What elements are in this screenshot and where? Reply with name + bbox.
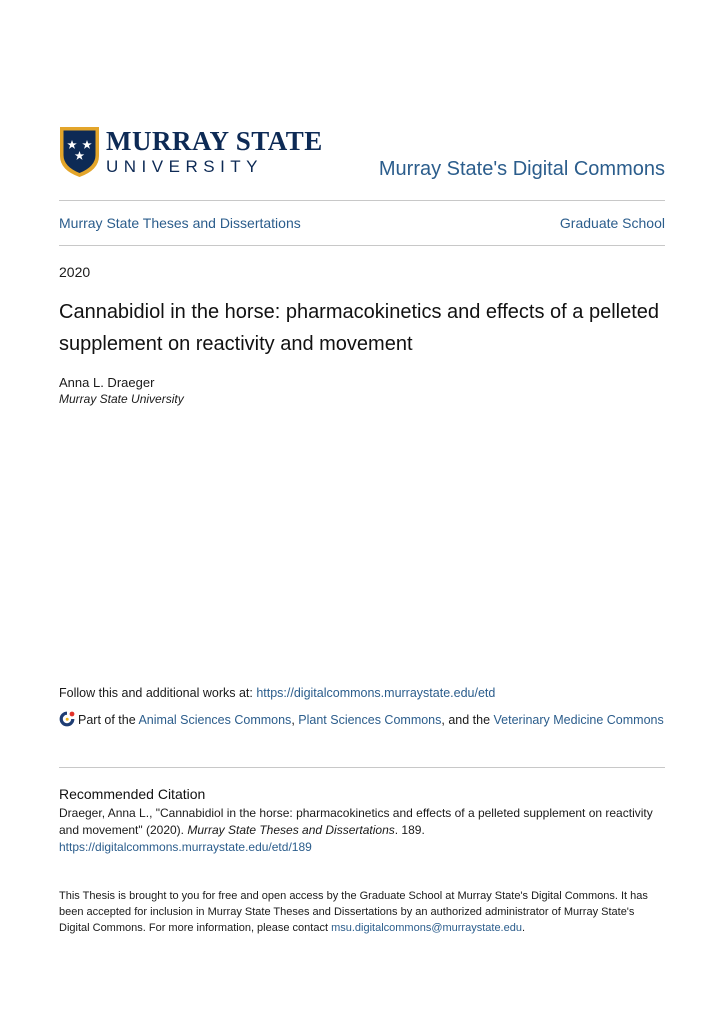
follow-line [59, 686, 495, 700]
part-of-separator: , [291, 713, 299, 727]
citation-number: . 189. [394, 823, 425, 837]
part-of-separator: , and the [441, 713, 494, 727]
access-statement [59, 888, 665, 936]
veterinary-medicine-link[interactable]: Veterinary Medicine Commons [493, 713, 664, 727]
animal-sciences-link[interactable]: Animal Sciences Commons [138, 713, 292, 727]
university-logo[interactable] [106, 126, 323, 177]
series-link[interactable]: Murray State Theses and Dissertations [59, 215, 301, 231]
citation-text [59, 805, 665, 856]
divider [59, 767, 665, 768]
document-title: Cannabidiol in the horse: pharmacokinetics and effects of a pelleted supplement on reactivity and movement [59, 301, 660, 355]
divider [59, 200, 665, 201]
shield-logo-icon [59, 126, 100, 178]
divider [59, 245, 665, 246]
logo-main-text: MURRAY STATE [106, 126, 323, 156]
logo-sub-text: UNIVERSITY [106, 157, 264, 176]
plant-sciences-link[interactable]: Plant Sciences Commons [298, 713, 442, 727]
citation-body: Draeger, Anna L., "Cannabidiol in the horse: pharmacokinetics and effects of a pelleted supplement on reactivity and movement" (2020). [59, 806, 653, 837]
header [59, 126, 665, 186]
site-title-link[interactable]: Murray State's Digital Commons [378, 158, 665, 180]
author-block [59, 374, 184, 408]
citation-series: Murray State Theses and Dissertations [187, 823, 395, 837]
citation-heading: Recommended Citation [59, 786, 206, 802]
contact-email-link[interactable]: msu.digitalcommons@murraystate.edu [331, 922, 522, 934]
access-statement-end: . [521, 922, 526, 934]
author-name: Anna L. Draeger [59, 375, 155, 390]
author-institution: Murray State University [59, 392, 184, 406]
citation-url-link[interactable]: https://digitalcommons.murraystate.edu/etd/189 [59, 840, 312, 854]
school-link[interactable]: Graduate School [559, 215, 665, 231]
publication-year: 2020 [59, 264, 91, 280]
part-of-line [59, 710, 665, 731]
commons-network-icon [59, 711, 75, 727]
part-of-prefix: Part of the [78, 713, 139, 727]
follow-url-link[interactable]: https://digitalcommons.murraystate.edu/etd [256, 686, 496, 700]
follow-prefix: Follow this and additional works at: [59, 686, 257, 700]
access-statement-text: This Thesis is brought to you for free and open access by the Graduate School at Murray State's Digital Commons. It has been accepted for inclusion in Murray State Theses and Dissertations by an authorized administrator of Murray State's Digital Commons. For more information, please contact [59, 890, 648, 934]
